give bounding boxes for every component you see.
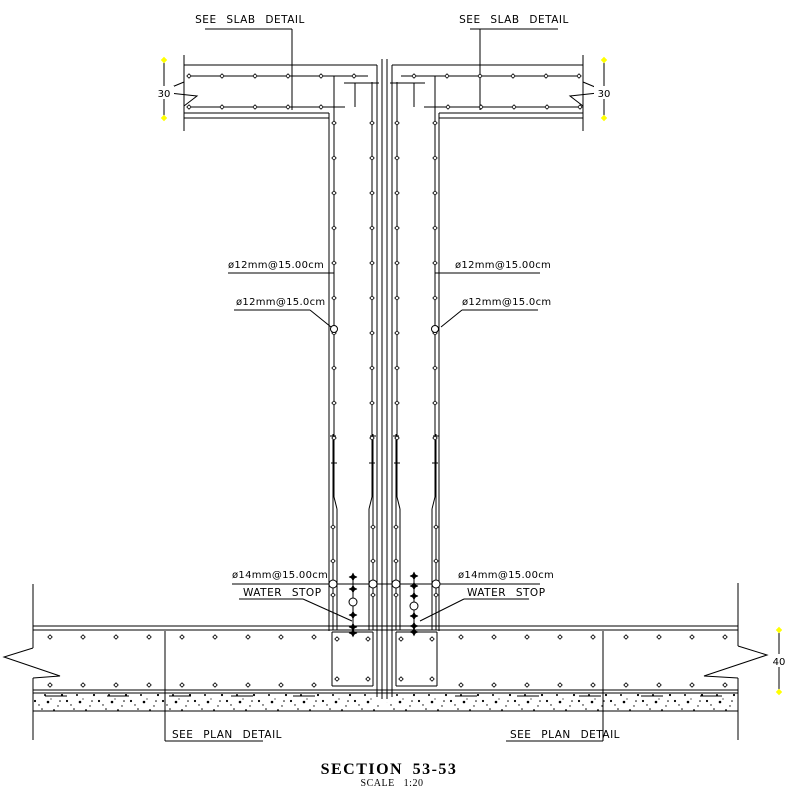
break-line-symbol	[704, 646, 767, 678]
rebar-section-dot	[147, 635, 151, 639]
rebar-section-dot	[395, 261, 399, 265]
rebar-section-dot	[434, 593, 438, 597]
rebar-section-dot	[395, 191, 399, 195]
dimension-marker-icon	[601, 57, 607, 63]
rebar-section-dot	[366, 637, 370, 641]
rebar-section-dot	[332, 191, 336, 195]
callout-see-plan-detail-left: SEE PLAN DETAIL	[172, 729, 283, 741]
water-stop-symbol-right	[410, 572, 419, 581]
rebar-section-dot	[624, 683, 628, 687]
rebar-section-dot	[430, 677, 434, 681]
rebar-section-dot	[286, 74, 290, 78]
rebar-section-dot	[395, 366, 399, 370]
rebar-section-dot	[558, 683, 562, 687]
label-wall-horizontal-rebar-right: ø12mm@15.0cm	[462, 297, 552, 308]
rebar-section-dot	[430, 637, 434, 641]
rebar-section-dot	[394, 559, 398, 563]
rebar-section-dot	[253, 74, 257, 78]
rebar-section-dot	[723, 683, 727, 687]
dimension-marker-icon	[776, 627, 782, 633]
cad-line	[441, 310, 462, 327]
rebar-section-dot	[332, 121, 336, 125]
bar-end-circle	[392, 580, 400, 588]
rebar-section-dot	[319, 74, 323, 78]
label-wall-vertical-rebar-right: ø12mm@15.00cm	[455, 260, 552, 271]
rebar-section-dot	[246, 635, 250, 639]
rebar-section-dot	[399, 677, 403, 681]
rebar-section-dot	[459, 683, 463, 687]
rebar-section-dot	[577, 74, 581, 78]
rebar-section-dot	[395, 226, 399, 230]
dimension-slab-thickness-left: 30	[157, 89, 171, 100]
callout-see-plan-detail-right: SEE PLAN DETAIL	[510, 729, 621, 741]
rebar-section-dot	[394, 525, 398, 529]
rebar-section-dot	[479, 105, 483, 109]
rebar-section-dot	[395, 156, 399, 160]
rebar-section-dot	[657, 635, 661, 639]
rebar-section-dot	[279, 635, 283, 639]
rebar-section-dot	[48, 683, 52, 687]
rebar-section-dot	[395, 121, 399, 125]
cad-line	[397, 497, 400, 509]
rebar-section-dot	[525, 683, 529, 687]
concrete-and-rebar-linework	[33, 29, 779, 741]
rebar-section-dot	[332, 156, 336, 160]
rebar-section-dot	[371, 559, 375, 563]
rebar-section-dot	[433, 401, 437, 405]
rebar-section-dot	[220, 105, 224, 109]
rebar-section-dot	[335, 637, 339, 641]
rebar-section-dot	[446, 105, 450, 109]
rebar-section-dot	[433, 191, 437, 195]
cad-line	[420, 599, 464, 621]
rebar-section-dot	[312, 683, 316, 687]
rebar-section-dot	[253, 105, 257, 109]
rebar-section-dot	[187, 105, 191, 109]
rebar-section-dot	[180, 635, 184, 639]
rebar-section-dot	[545, 105, 549, 109]
rebar-section-dot	[370, 156, 374, 160]
rebar-section-dot	[331, 593, 335, 597]
rebar-section-dot	[48, 635, 52, 639]
rebar-section-dot	[286, 105, 290, 109]
label-wall-vertical-rebar-left: ø12mm@15.00cm	[228, 260, 325, 271]
rebar-section-dot	[512, 105, 516, 109]
bar-end-circle	[432, 580, 440, 588]
diagonal-leaders-and-breaks	[4, 82, 767, 678]
callout-water-stop-right: WATER STOP	[467, 587, 546, 599]
cad-line	[432, 497, 435, 509]
dimension-marker-icon	[776, 689, 782, 695]
rebar-section-dot	[690, 683, 694, 687]
water-stop-symbol-left	[349, 585, 358, 594]
bar-end-circle	[432, 326, 439, 333]
rebar-section-dot	[370, 366, 374, 370]
rebar-section-dot	[459, 635, 463, 639]
rebar-section-dot	[213, 635, 217, 639]
dimension-footing-thickness: 40	[772, 657, 786, 668]
rebar-section-dot	[332, 296, 336, 300]
rebar-section-dot	[332, 261, 336, 265]
rebar-section-dot	[395, 331, 399, 335]
drawing-title: SECTION 53-53	[320, 761, 458, 778]
rebar-section-dot	[81, 635, 85, 639]
rebar-section-dot	[187, 74, 191, 78]
rebar-section-dot	[492, 635, 496, 639]
rebar-section-dot	[433, 261, 437, 265]
label-wall-horizontal-rebar-left: ø12mm@15.0cm	[236, 297, 326, 308]
rebar-section-dot	[434, 559, 438, 563]
rebar-section-dot	[370, 296, 374, 300]
cad-line	[334, 497, 337, 509]
rebar-section-dot	[723, 635, 727, 639]
rebar-section-dot	[433, 121, 437, 125]
rebar-section-dot	[395, 401, 399, 405]
rebar-section-dot	[331, 525, 335, 529]
rebar-section-dot	[331, 559, 335, 563]
label-dowel-rebar-left: ø14mm@15.00cm	[232, 570, 329, 581]
rebar-section-dot	[335, 677, 339, 681]
bar-end-circle	[349, 598, 357, 606]
rebar-section-dot	[213, 683, 217, 687]
rebar-section-dot	[478, 74, 482, 78]
water-stop-symbol-right	[410, 582, 419, 591]
rebar-section-dot	[332, 401, 336, 405]
bar-end-circle	[329, 580, 337, 588]
rebar-section-dot	[370, 226, 374, 230]
rebar-section-dot	[544, 74, 548, 78]
rebar-section-dot	[445, 74, 449, 78]
rebar-section-dot	[180, 683, 184, 687]
rebar-section-dot	[370, 401, 374, 405]
rebar-section-dot	[394, 593, 398, 597]
label-dowel-rebar-right: ø14mm@15.00cm	[458, 570, 555, 581]
rebar-section-dot	[332, 226, 336, 230]
rebar-section-dot	[591, 635, 595, 639]
rebar-section-dot	[319, 105, 323, 109]
bar-end-circle	[331, 326, 338, 333]
rebar-section-dot	[366, 677, 370, 681]
water-stop-symbol-left	[349, 611, 358, 620]
callout-see-slab-detail-right: SEE SLAB DETAIL	[459, 14, 569, 26]
rebar-section-dot	[370, 261, 374, 265]
dimension-marker-icon	[161, 115, 167, 121]
rebar-section-dot	[657, 683, 661, 687]
rebar-section-dot	[352, 74, 356, 78]
rebar-section-dot	[433, 156, 437, 160]
dimension-slab-thickness-right: 30	[597, 89, 611, 100]
rebar-section-dot	[395, 296, 399, 300]
rebar-section-dot	[279, 683, 283, 687]
rebar-section-dot	[412, 74, 416, 78]
rebar-section-dot	[370, 121, 374, 125]
rebar-section-dot	[433, 366, 437, 370]
callout-see-slab-detail-left: SEE SLAB DETAIL	[195, 14, 305, 26]
rebar-section-dot	[114, 635, 118, 639]
water-stop-symbol-right	[410, 628, 419, 637]
rebar-section-dot	[690, 635, 694, 639]
rebar-section-dot	[525, 635, 529, 639]
rebar-section-dot	[370, 191, 374, 195]
water-stop-symbol-right	[410, 612, 419, 621]
rebar-section-dot	[81, 683, 85, 687]
bar-end-circle	[369, 580, 377, 588]
rebar-section-dot	[591, 683, 595, 687]
rebar-section-dot	[433, 226, 437, 230]
rebar-section-dot	[434, 525, 438, 529]
joint-notch-in-blinding	[377, 693, 392, 702]
water-stop-symbol-right	[410, 592, 419, 601]
cad-line	[310, 310, 331, 327]
rebar-section-dot	[433, 296, 437, 300]
break-line-symbol	[4, 648, 60, 678]
rebar-section-dot	[624, 635, 628, 639]
rebar-section-dot	[511, 74, 515, 78]
callout-water-stop-left: WATER STOP	[243, 587, 322, 599]
rebar-section-dot	[246, 683, 250, 687]
rebar-section-dot	[371, 525, 375, 529]
repeated-symbols	[48, 57, 782, 695]
water-stop-symbol-left	[349, 573, 358, 582]
bar-end-circle	[410, 602, 418, 610]
dimension-marker-icon	[601, 115, 607, 121]
rebar-section-dot	[114, 683, 118, 687]
rebar-section-dot	[370, 331, 374, 335]
rebar-section-dot	[312, 635, 316, 639]
rebar-section-dot	[492, 683, 496, 687]
rebar-section-dot	[558, 635, 562, 639]
rebar-section-dot	[147, 683, 151, 687]
cad-line	[303, 599, 352, 621]
rebar-section-dot	[371, 593, 375, 597]
rebar-section-dot	[399, 637, 403, 641]
rebar-section-dot	[332, 366, 336, 370]
drawing-scale: SCALE 1:20	[360, 778, 424, 789]
dimension-marker-icon	[161, 57, 167, 63]
rebar-section-dot	[220, 74, 224, 78]
cad-line	[369, 497, 372, 509]
